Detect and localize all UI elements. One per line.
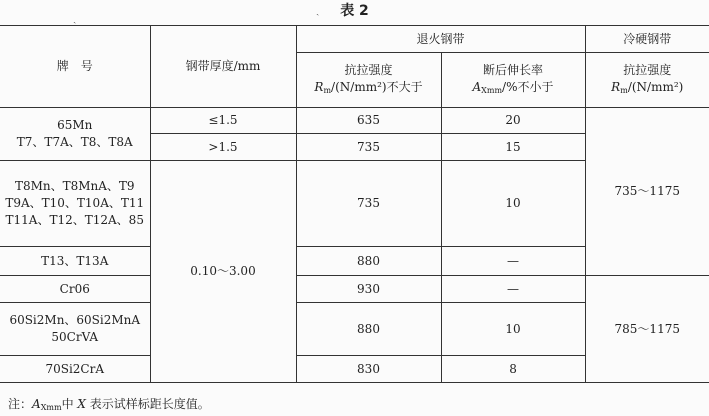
grade-line: T8Mn、T8MnA、T9 xyxy=(14,179,135,193)
cell-elongation: 10 xyxy=(441,161,585,247)
spec-table xyxy=(0,25,709,383)
header-cold-tensile xyxy=(585,53,709,108)
cell-tensile: 880 xyxy=(296,303,441,356)
table-title: 表 2 xyxy=(340,3,369,19)
header-annealed-tensile xyxy=(296,53,441,108)
cell-grade xyxy=(0,161,150,247)
grade-line: T9A、T10、T10A、T11 xyxy=(5,196,145,210)
cold-tensile-label: 抗拉强度 xyxy=(623,62,672,77)
cell-elongation: 8 xyxy=(441,356,585,383)
cell-cold-tensile: 785～1175 xyxy=(585,276,709,383)
annealed-tensile-unit-text: /(N/mm²)不大于 xyxy=(331,79,423,94)
grade-line: T7、T7A、T8、T8A xyxy=(16,135,133,149)
scan-mark: ˎ xyxy=(316,5,320,16)
header-grade: 牌 号 xyxy=(0,26,150,108)
header-cold: 冷硬钢带 xyxy=(585,26,709,53)
annealed-elong-label: 断后伸长率 xyxy=(483,62,544,77)
header-thickness: 钢带厚度/mm xyxy=(150,26,296,108)
note-symbol-a-sub: Xmm xyxy=(40,403,62,412)
cold-tensile-unit xyxy=(588,79,708,99)
grade-line: 50CrVA xyxy=(51,330,99,344)
note-symbol-x: X xyxy=(77,397,86,411)
cell-tensile: 930 xyxy=(296,276,441,303)
cell-tensile: 880 xyxy=(296,247,441,276)
symbol-r-cold-sub: m xyxy=(620,85,628,95)
scan-mark: ˎ xyxy=(73,13,77,24)
annealed-tensile-unit xyxy=(299,79,439,99)
cell-tensile: 635 xyxy=(296,108,441,134)
cell-tensile: 735 xyxy=(296,134,441,161)
cell-elongation: 10 xyxy=(441,303,585,356)
cell-grade: T13、T13A xyxy=(0,247,150,276)
symbol-a-sub: Xmm xyxy=(481,85,503,95)
cell-grade xyxy=(0,303,150,356)
cell-grade: 70Si2CrA xyxy=(0,356,150,383)
cell-tensile: 735 xyxy=(296,161,441,247)
note-symbol-a: A xyxy=(32,397,41,411)
footnote xyxy=(8,396,210,416)
cell-elongation: 20 xyxy=(441,108,585,134)
cell-elongation: 15 xyxy=(441,134,585,161)
grade-line: 65Mn xyxy=(57,118,93,132)
header-annealed-elongation xyxy=(441,53,585,108)
symbol-r: R xyxy=(314,79,324,94)
cell-tensile: 830 xyxy=(296,356,441,383)
cell-thickness: >1.5 xyxy=(150,134,296,161)
cell-elongation: — xyxy=(441,247,585,276)
note-suffix: 表示试样标距长度值。 xyxy=(85,397,210,411)
header-annealed: 退火钢带 xyxy=(296,26,585,53)
annealed-tensile-label: 抗拉强度 xyxy=(344,62,393,77)
cell-thickness-shared: 0.10～3.00 xyxy=(150,161,296,383)
symbol-r-sub: m xyxy=(323,85,332,95)
cell-cold-tensile: 735～1175 xyxy=(585,108,709,276)
cell-grade xyxy=(0,108,150,161)
note-prefix: 注： xyxy=(8,397,33,411)
annealed-elong-unit-text: /%不小于 xyxy=(502,79,554,94)
cold-tensile-unit-text: /(N/mm²) xyxy=(627,79,684,94)
cell-thickness: ≤1.5 xyxy=(150,108,296,134)
annealed-elong-unit xyxy=(444,79,583,99)
symbol-r-cold: R xyxy=(611,79,621,94)
grade-line: 60Si2Mn、60Si2MnA xyxy=(9,313,141,327)
cell-elongation: — xyxy=(441,276,585,303)
grade-line: T11A、T12、T12A、85 xyxy=(5,213,144,227)
cell-grade: Cr06 xyxy=(0,276,150,303)
note-mid: 中 xyxy=(61,397,78,411)
symbol-a: A xyxy=(472,79,482,94)
